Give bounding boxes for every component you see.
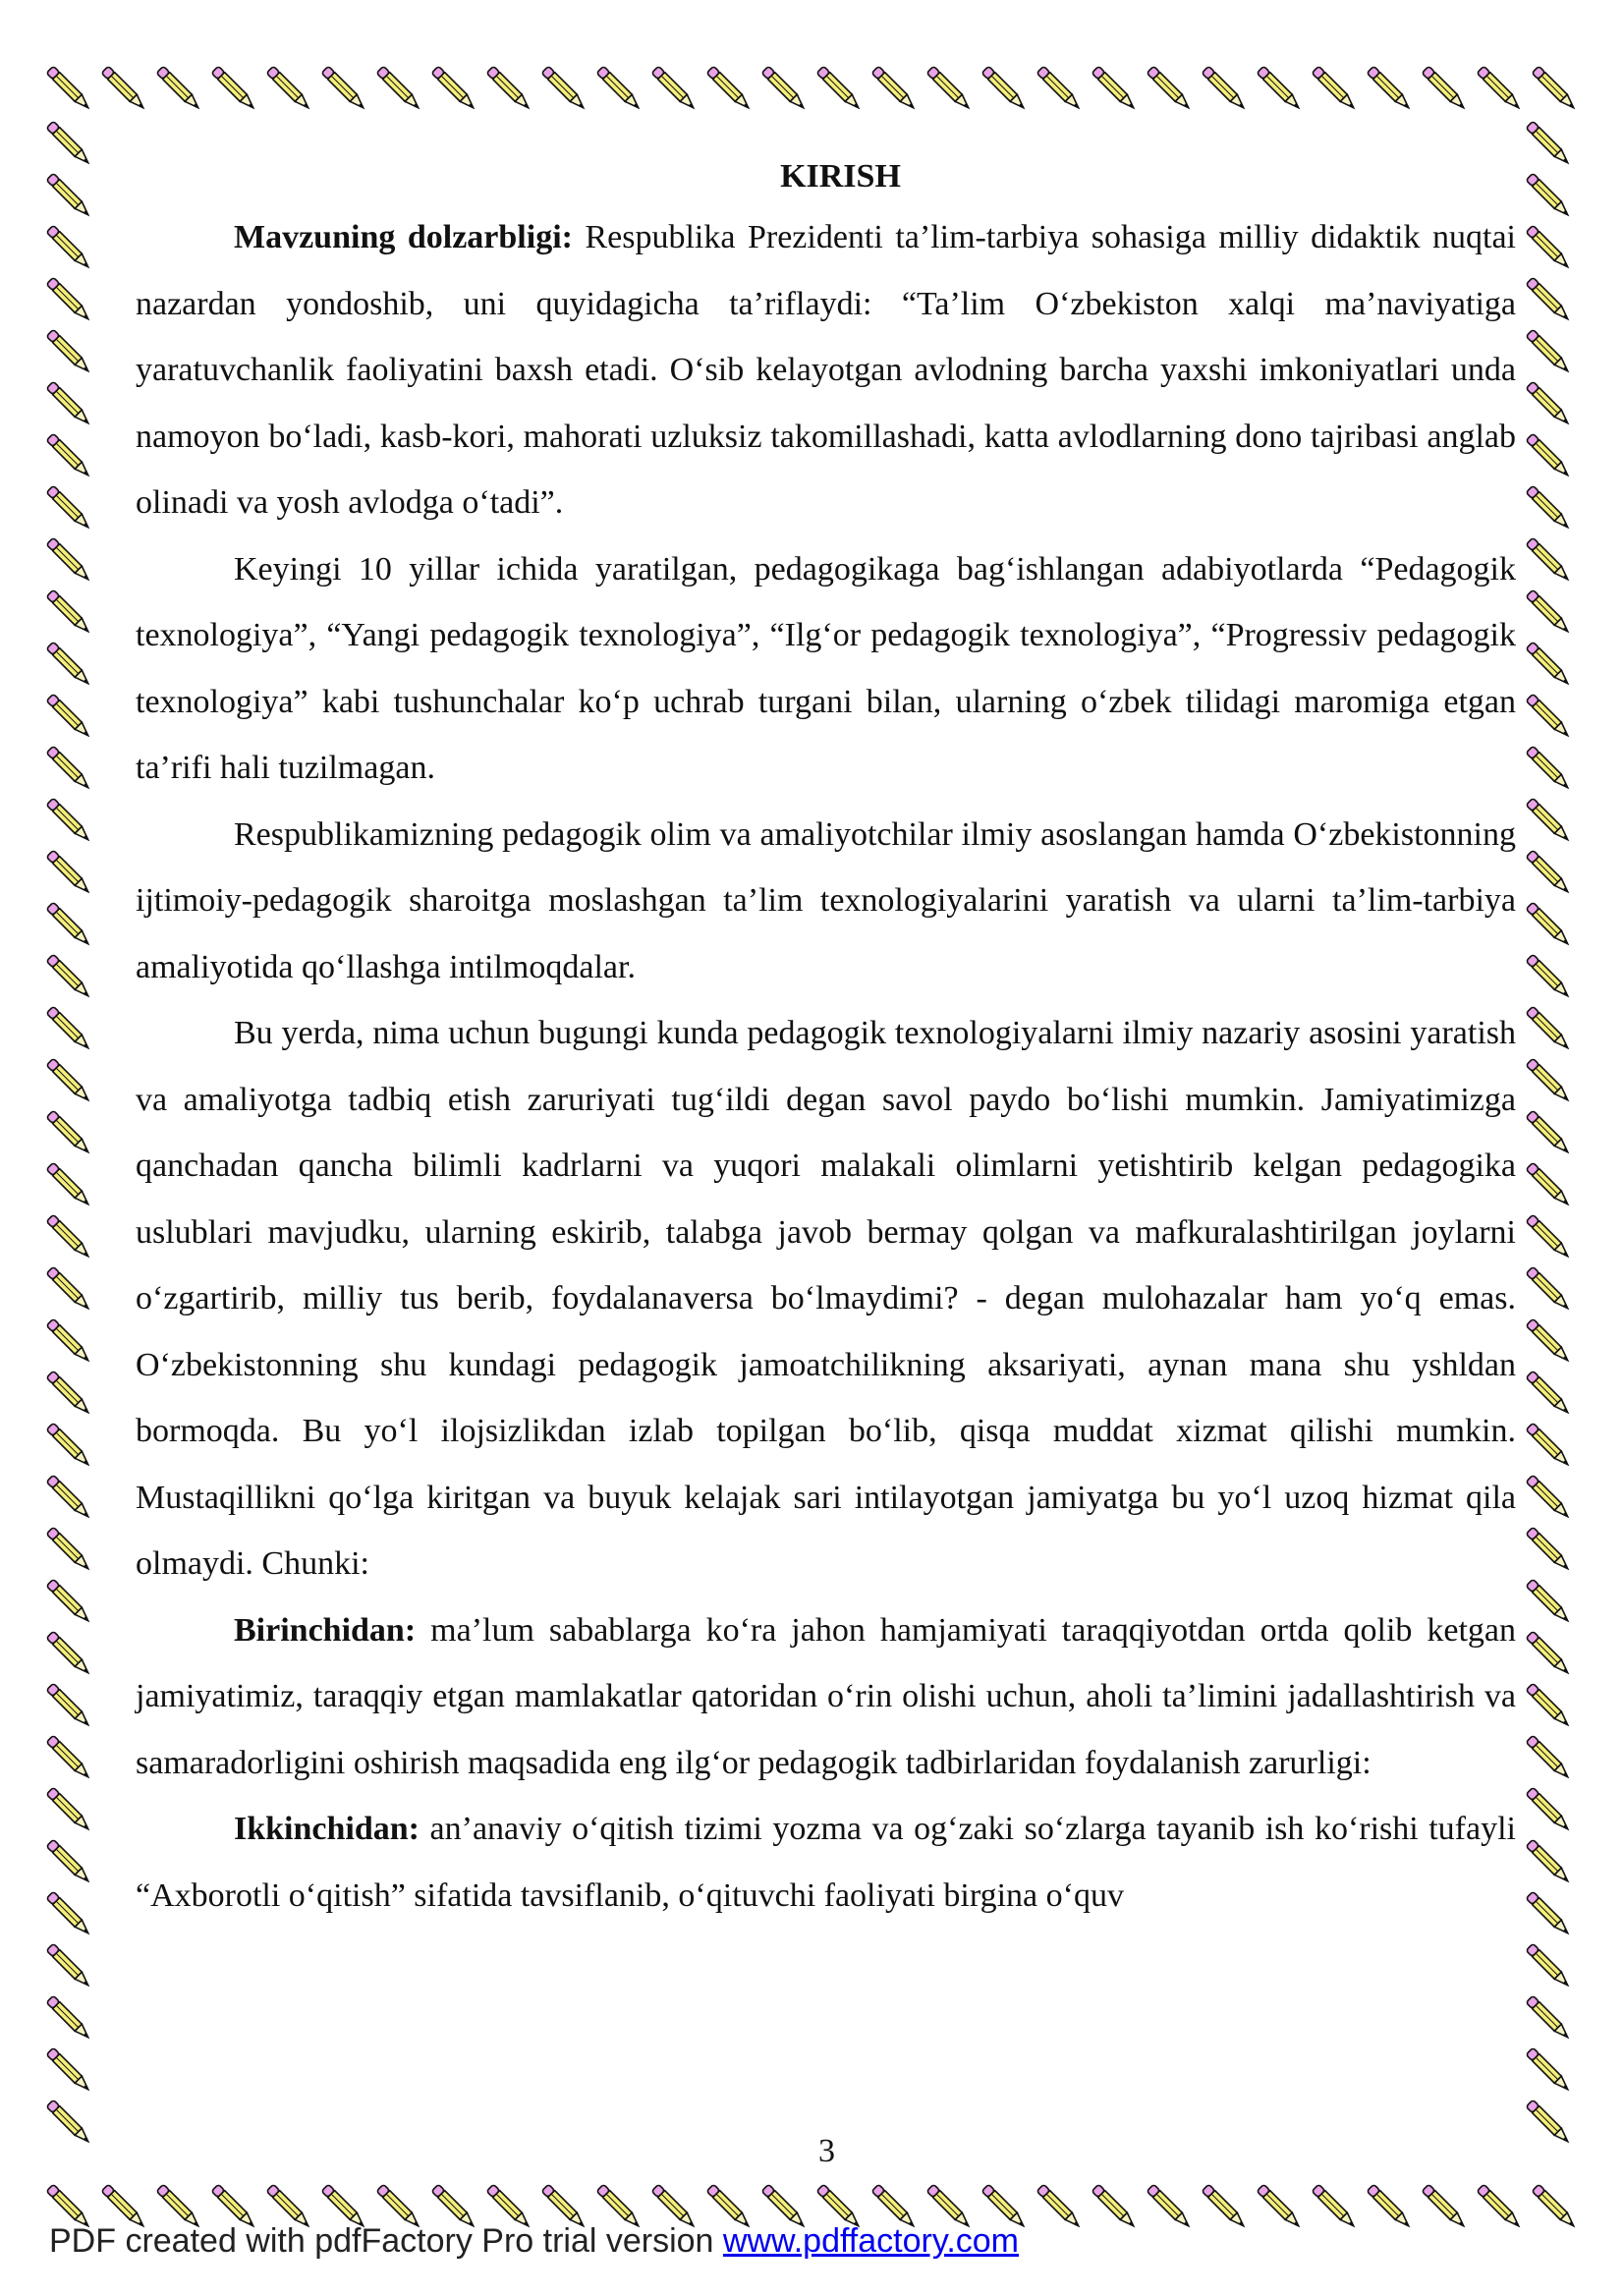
pencil-icon (1526, 1162, 1571, 1207)
pencil-icon (46, 1631, 91, 1676)
pencil-icon (46, 1214, 91, 1260)
pencil-icon (46, 1943, 91, 1988)
pencil-icon (1526, 1995, 1571, 2041)
pencil-icon (706, 66, 752, 111)
pencil-icon (376, 66, 421, 111)
pencil-icon (46, 1058, 91, 1103)
pencil-icon (46, 1318, 91, 1364)
pencil-icon (1526, 1579, 1571, 1624)
pencil-icon (1526, 329, 1571, 374)
pencil-icon (46, 1006, 91, 1051)
pencil-icon (1526, 2047, 1571, 2093)
pencil-icon (46, 642, 91, 687)
pencil-icon (1526, 746, 1571, 791)
pencil-icon (46, 1527, 91, 1572)
pencil-icon (101, 66, 146, 111)
pencil-icon (46, 902, 91, 947)
pencil-icon (1526, 589, 1571, 635)
pencil-icon (46, 746, 91, 791)
pencil-icon (46, 225, 91, 270)
pencil-icon (1526, 121, 1571, 166)
pencil-icon (816, 66, 862, 111)
paragraph-1 (136, 204, 1516, 536)
pencil-icon (46, 1423, 91, 1468)
pencil-icon (1526, 1787, 1571, 1832)
pencil-icon (1526, 1839, 1571, 1884)
pencil-icon (46, 1162, 91, 1207)
pencil-icon (1367, 2184, 1412, 2229)
pencil-icon (1526, 1527, 1571, 1572)
pencil-icon (321, 66, 366, 111)
pencil-icon (1147, 2184, 1192, 2229)
pencil-icon (46, 277, 91, 322)
pencil-icon (1526, 798, 1571, 843)
pencil-icon (761, 66, 807, 111)
pencil-icon (541, 66, 587, 111)
pencil-icon (46, 1475, 91, 1520)
paragraph-lead: Mavzuning dolzarbligi: (234, 219, 573, 255)
pencil-icon (46, 2047, 91, 2093)
pencil-icon (1526, 433, 1571, 478)
pencil-icon (1526, 277, 1571, 322)
pencil-icon (46, 1839, 91, 1884)
pencil-icon (1526, 642, 1571, 687)
pencil-icon (431, 66, 476, 111)
pencil-icon (1526, 1943, 1571, 1988)
pencil-icon (1526, 1423, 1571, 1468)
pencil-icon (651, 66, 697, 111)
pencil-icon (46, 694, 91, 739)
pencil-icon (156, 66, 201, 111)
pencil-icon (46, 173, 91, 218)
pencil-icon (1532, 66, 1577, 111)
pencil-icon (46, 1579, 91, 1624)
pencil-icon (1422, 2184, 1467, 2229)
paragraph-5 (136, 1597, 1516, 1797)
pencil-icon (871, 66, 917, 111)
paragraph-lead: Birinchidan: (234, 1611, 417, 1649)
pencil-icon (46, 954, 91, 999)
pencil-icon (46, 66, 91, 111)
pencil-icon (46, 121, 91, 166)
pencil-icon (1526, 485, 1571, 531)
pencil-icon (1526, 850, 1571, 895)
pencil-icon (981, 66, 1027, 111)
pencil-icon (1526, 225, 1571, 270)
footer-text: PDF created with pdfFactory Pro trial version (49, 2222, 723, 2260)
pencil-icon (596, 66, 642, 111)
pencil-icon (1526, 173, 1571, 218)
pencil-icon (1202, 2184, 1247, 2229)
pencil-icon (1526, 1475, 1571, 1520)
pencil-icon (1526, 694, 1571, 739)
paragraph-2 (136, 536, 1516, 802)
pencil-icon (1202, 66, 1247, 111)
pencil-icon (486, 66, 532, 111)
pencil-icon (1526, 1110, 1571, 1155)
page-title: KIRISH (780, 158, 901, 195)
paragraph-text: Keyingi 10 yillar ichida yaratilgan, pedagogikaga bag‘ishlangan adabiyotlarda “Pedagogik texnologiya”, “Yangi pedagogik texnologiya”, “Ilg‘or pedagogik texnologiya”, “Progressiv pedagogik texnologiya” kabi tushunchalar ko‘p uchrab turgani bilan, ularning o‘zbek tilidagi maromiga etgan ta’rifi hali tuzilmagan. (136, 550, 1516, 786)
pencil-icon (46, 1371, 91, 1416)
pencil-icon (46, 1995, 91, 2041)
pencil-icon (1526, 954, 1571, 999)
paragraph-4 (136, 1000, 1516, 1597)
pencil-icon (46, 1266, 91, 1312)
pencil-icon (1036, 2184, 1082, 2229)
pencil-icon (1526, 1735, 1571, 1780)
pencil-icon (1312, 66, 1357, 111)
pencil-icon (1312, 2184, 1357, 2229)
pencil-icon (46, 381, 91, 426)
pencil-icon (1526, 1631, 1571, 1676)
paragraph-text: Bu yerda, nima uchun bugungi kunda pedagogik texnologiyalarni ilmiy nazariy asosini yaratish va amaliyotga tadbiq etish zaruriyati tug‘ildi degan savol paydo bo‘lishi mumkin. Jamiyatimizga qanchadan qancha bilimli kadrlarni va yuqori malakali olimlarni yetishtirib kelgan pedagogika uslublari mavjudku, ularning eskirib, talabga javob bermay qolgan va mafkuralashtirilgan joylarni o‘zgartirib, milliy tus berib, foydalanaversa bo‘lmaydimi? - degan mulohazalar ham yo‘q emas. O‘zbekistonning shu kundagi pedagogik jamoatchilikning aksariyati, aynan mana shu yshldan bormoqda. Bu yo‘l ilojsizlikdan izlab topilgan bo‘lib, qisqa muddat xizmat qilishi mumkin. Mustaqillikni qo‘lga kiritgan va buyuk kelajak sari intilayotgan jamiyatga bu yo‘l uzoq hizmat qila olmaydi. Chunki: (136, 1015, 1516, 1582)
pencil-icon (46, 485, 91, 531)
paragraph-text: Respublikamizning pedagogik olim va amaliyotchilar ilmiy asoslangan hamda O‘zbekistonning ijtimoiy-pedagogik sharoitga moslashgan ta’lim texnologiyalarini yaratish va ularni ta’lim-tarbiya amaliyotida qo‘llashga intilmoqdalar. (136, 815, 1516, 985)
pencil-icon (1526, 381, 1571, 426)
pencil-icon (1532, 2184, 1577, 2229)
pencil-icon (1526, 1214, 1571, 1260)
pencil-icon (1526, 902, 1571, 947)
pencil-icon (1526, 1371, 1571, 1416)
pencil-icon (1367, 66, 1412, 111)
pencil-icon (46, 537, 91, 583)
pencil-icon (46, 433, 91, 478)
pencil-icon (46, 798, 91, 843)
footer-link[interactable]: www.pdffactory.com (722, 2222, 1019, 2260)
paragraph-3 (136, 802, 1516, 1001)
pencil-icon (1526, 537, 1571, 583)
pencil-icon (1422, 66, 1467, 111)
pencil-icon (46, 1683, 91, 1728)
pencil-icon (46, 1787, 91, 1832)
pencil-icon (1257, 66, 1302, 111)
pencil-icon (1526, 1006, 1571, 1051)
pencil-icon (1092, 2184, 1137, 2229)
pencil-icon (46, 850, 91, 895)
paragraph-lead: Ikkinchidan: (234, 1811, 420, 1847)
pencil-icon (266, 66, 311, 111)
pencil-icon (1477, 66, 1522, 111)
pencil-icon (1147, 66, 1192, 111)
pencil-icon (1477, 2184, 1522, 2229)
paragraph-text: ma’lum sabablarga ko‘ra jahon hamjamiyati taraqqiyotdan ortda qolib ketgan jamiyatimiz, taraqqiy etgan mamlakatlar qatoridan o‘rin olishi uchun, aholi ta’limini jadallashtirish va samaradorligini oshirish maqsadida eng ilg‘or pedagogik tadbirlaridan foydalanish zarurligi: (136, 1611, 1516, 1781)
paragraph-6 (136, 1796, 1516, 1929)
pencil-icon (1092, 66, 1137, 111)
paragraph-text: an’anaviy o‘qitish tizimi yozma va og‘zaki so‘zlarga tayanib ish ko‘rishi tufayli “Axborotli o‘qitish” sifatida tavsiflanib, o‘qituvchi faoliyati birgina o‘quv (136, 1811, 1516, 1914)
pencil-icon (1257, 2184, 1302, 2229)
pencil-icon (1036, 66, 1082, 111)
pencil-icon (46, 1735, 91, 1780)
pencil-icon (46, 1110, 91, 1155)
pencil-icon (1526, 1266, 1571, 1312)
paragraph-text: Respublika Prezidenti ta’lim-tarbiya sohasiga milliy didaktik nuqtai nazardan yondoshib, uni quyidagicha ta’riflaydi: “Ta’lim O‘zbekiston xalqi ma’naviyatiga yaratuvchanlik faoliyatini baxsh etadi. O‘sib kelayotgan avlodning barcha yaxshi imkoniyatlari unda namoyon bo‘ladi, kasb-kori, mahorati uzluksiz takomillashadi, katta avlodlarning dono tajribasi anglab olinadi va yosh avlodga o‘tadi”. (136, 219, 1516, 521)
pdf-footer (49, 2222, 1019, 2261)
document-body (136, 147, 1516, 1929)
pencil-icon (46, 329, 91, 374)
pencil-icon (926, 66, 972, 111)
pencil-icon (46, 1891, 91, 1936)
pencil-icon (1526, 1683, 1571, 1728)
page-number: 3 (818, 2133, 835, 2169)
pencil-icon (1526, 1891, 1571, 1936)
pencil-icon (46, 589, 91, 635)
pencil-icon (1526, 1058, 1571, 1103)
pencil-icon (1526, 1318, 1571, 1364)
pencil-icon (211, 66, 256, 111)
